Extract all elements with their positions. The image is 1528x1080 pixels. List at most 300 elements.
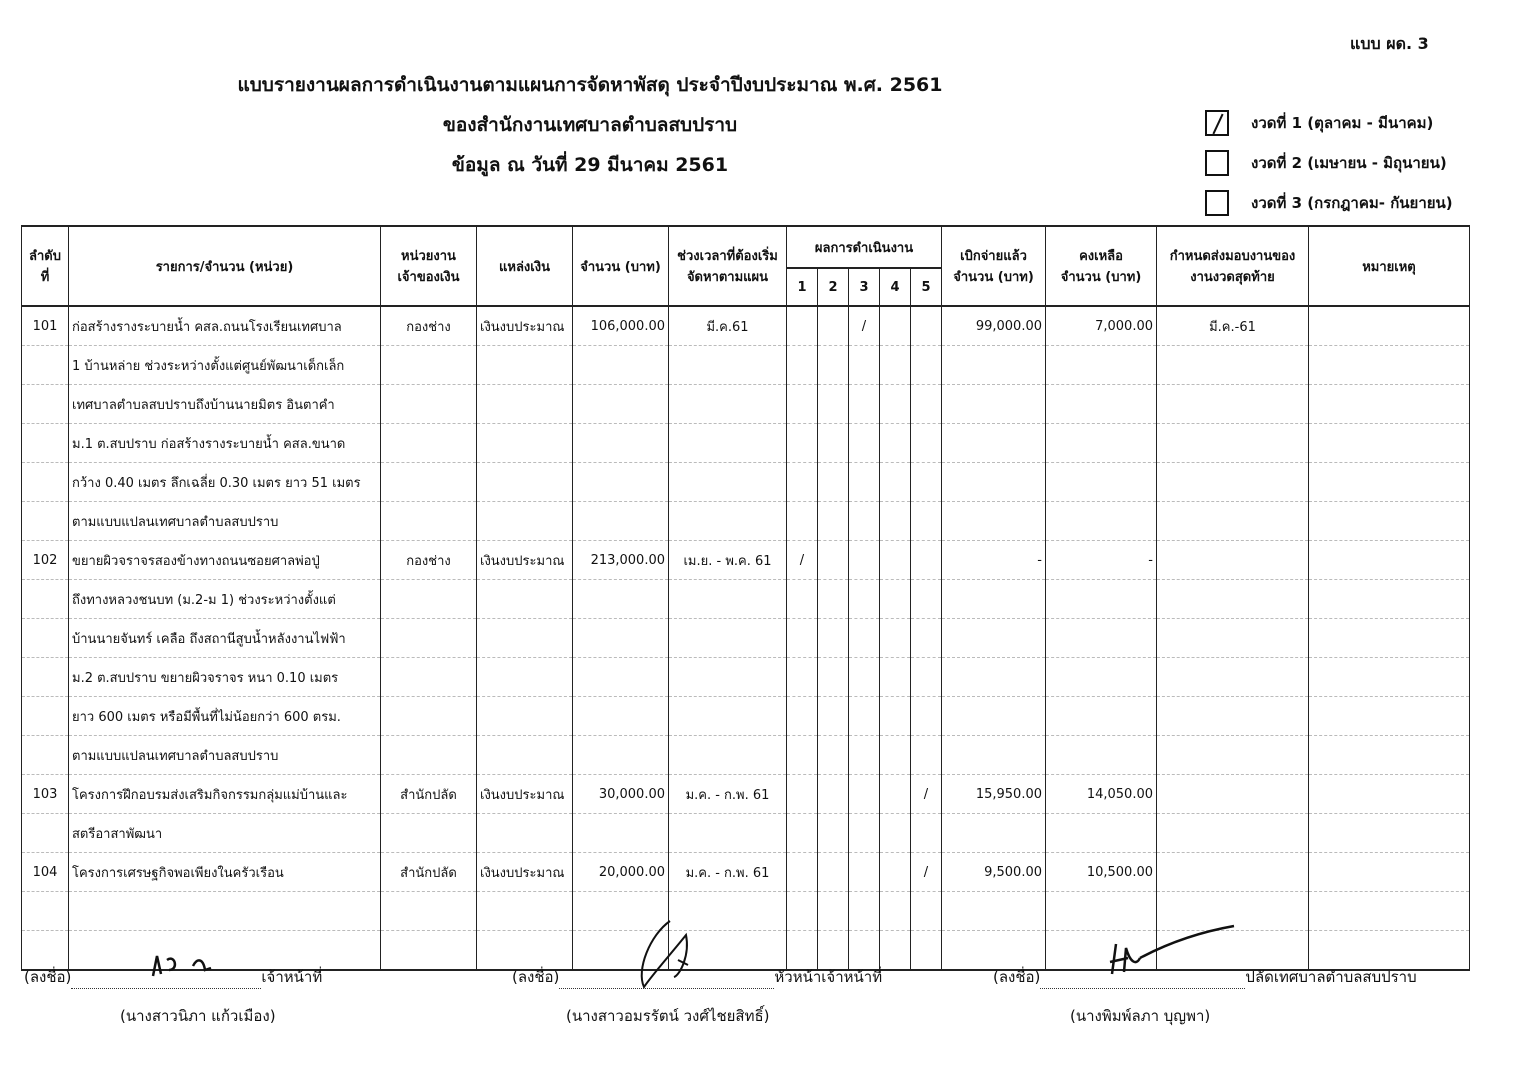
header-result-2: 2: [818, 268, 849, 306]
cell-result-3: [849, 385, 880, 424]
cell-no: [22, 463, 69, 502]
cell-item: [69, 892, 381, 931]
table-row: [22, 385, 1470, 424]
table-row: [22, 580, 1470, 619]
cell-paid: [942, 619, 1046, 658]
cell-result-1: [787, 463, 818, 502]
cell-item: ม.2 ต.สบปราบ ขยายผิวจราจร หนา 0.10 เมตร: [69, 658, 381, 697]
table-row: [22, 619, 1470, 658]
header-result-1: 1: [787, 268, 818, 306]
report-table: [21, 225, 1470, 971]
header-result: ผลการดำเนินงาน: [787, 226, 942, 268]
cell-period: [669, 424, 787, 463]
header-note: หมายเหตุ: [1309, 226, 1470, 306]
header-amount: จำนวน (บาท): [573, 226, 669, 306]
sig-role: หัวหน้าเจ้าหน้าที่: [774, 968, 883, 986]
cell-note: [1309, 463, 1470, 502]
sig-role: เจ้าหน้าที่: [261, 968, 323, 986]
cell-result-3: [849, 697, 880, 736]
handwritten-signature-3: [1100, 922, 1240, 982]
cell-result-2: [818, 619, 849, 658]
cell-owner: [381, 346, 477, 385]
cell-deadline: [1157, 775, 1309, 814]
cell-deadline: [1157, 502, 1309, 541]
cell-note: [1309, 775, 1470, 814]
cell-result-3: [849, 853, 880, 892]
data-date: ข้อมูล ณ วันที่ 29 มีนาคม 2561: [451, 154, 729, 176]
cell-source: เงินงบประมาณ: [477, 306, 573, 346]
cell-result-5: [911, 931, 942, 971]
table-row: [22, 346, 1470, 385]
cell-amount: 106,000.00: [573, 306, 669, 346]
cell-source: เงินงบประมาณ: [477, 775, 573, 814]
header-period: ช่วงเวลาที่ต้องเริ่ม จัดหาตามแผน: [669, 226, 787, 306]
cell-paid: 99,000.00: [942, 306, 1046, 346]
cell-result-1: [787, 346, 818, 385]
cell-paid: 9,500.00: [942, 853, 1046, 892]
cell-result-3: [849, 814, 880, 853]
cell-paid: [942, 658, 1046, 697]
cell-result-1: [787, 424, 818, 463]
cell-no: [22, 658, 69, 697]
header-owner: หน่วยงาน เจ้าของเงิน: [381, 226, 477, 306]
table-row: [22, 736, 1470, 775]
header-result-3: 3: [849, 268, 880, 306]
cell-item: ตามแบบแปลนเทศบาลตำบลสบปราบ: [69, 736, 381, 775]
cell-result-1: [787, 580, 818, 619]
period-1-checkbox[interactable]: [1205, 110, 1229, 136]
cell-item: 1 บ้านหล่าย ช่วงระหว่างตั้งแต่ศูนย์พัฒนาเด็กเล็ก: [69, 346, 381, 385]
signature-head-officer-name: (นางสาวอมรรัตน์ วงศ์ไชยสิทธิ์): [566, 1007, 770, 1025]
header-item: รายการ/จำนวน (หน่วย): [69, 226, 381, 306]
cell-result-2: [818, 892, 849, 931]
cell-no: 101: [22, 306, 69, 346]
cell-result-1: [787, 892, 818, 931]
header-result-5: 5: [911, 268, 942, 306]
cell-result-1: [787, 697, 818, 736]
cell-result-4: [880, 580, 911, 619]
cell-remain: [1046, 697, 1157, 736]
cell-result-2: [818, 580, 849, 619]
cell-paid: [942, 463, 1046, 502]
period-3: [1205, 188, 1453, 218]
cell-result-1: [787, 736, 818, 775]
cell-result-5: [911, 502, 942, 541]
cell-owner: กองช่าง: [381, 541, 477, 580]
table-row: [22, 306, 1470, 346]
table-row: [22, 697, 1470, 736]
cell-no: [22, 424, 69, 463]
result-check-mark: /: [861, 318, 867, 334]
cell-period: [669, 658, 787, 697]
cell-paid: [942, 346, 1046, 385]
form-code: แบบ ผด. 3: [1350, 34, 1429, 53]
cell-result-2: [818, 463, 849, 502]
cell-deadline: [1157, 580, 1309, 619]
cell-source: [477, 697, 573, 736]
cell-owner: สำนักปลัด: [381, 775, 477, 814]
cell-amount: [573, 619, 669, 658]
cell-remain: [1046, 424, 1157, 463]
cell-owner: [381, 463, 477, 502]
cell-item: ขยายผิวจราจรสองข้างทางถนนซอยศาลพ่อปู่: [69, 541, 381, 580]
cell-result-5: [911, 658, 942, 697]
cell-note: [1309, 853, 1470, 892]
cell-result-2: [818, 346, 849, 385]
cell-result-4: [880, 541, 911, 580]
cell-result-2: [818, 658, 849, 697]
cell-remain: [1046, 463, 1157, 502]
cell-amount: [573, 424, 669, 463]
cell-result-4: [880, 931, 911, 971]
cell-amount: [573, 346, 669, 385]
cell-source: [477, 658, 573, 697]
cell-deadline: [1157, 541, 1309, 580]
cell-result-1: [787, 658, 818, 697]
cell-result-4: [880, 697, 911, 736]
cell-remain: [1046, 346, 1157, 385]
cell-period: [669, 385, 787, 424]
cell-item: ม.1 ต.สบปราบ ก่อสร้างรางระบายน้ำ คสล.ขนาด: [69, 424, 381, 463]
cell-result-5: [911, 619, 942, 658]
cell-amount: [573, 736, 669, 775]
cell-result-4: [880, 892, 911, 931]
cell-source: [477, 892, 573, 931]
cell-remain: [1046, 619, 1157, 658]
cell-result-4: [880, 463, 911, 502]
cell-item: โครงการฝึกอบรมส่งเสริมกิจกรรมกลุ่มแม่บ้านและ: [69, 775, 381, 814]
cell-item: โครงการเศรษฐกิจพอเพียงในครัวเรือน: [69, 853, 381, 892]
cell-result-2: [818, 424, 849, 463]
cell-source: [477, 463, 573, 502]
header-remain: คงเหลือ จำนวน (บาท): [1046, 226, 1157, 306]
result-check-mark: /: [923, 786, 929, 802]
cell-result-5: [911, 424, 942, 463]
cell-result-5: [911, 892, 942, 931]
cell-result-5: [911, 346, 942, 385]
cell-result-2: [818, 541, 849, 580]
cell-no: [22, 346, 69, 385]
cell-no: [22, 502, 69, 541]
cell-result-2: [818, 306, 849, 346]
cell-remain: -: [1046, 541, 1157, 580]
cell-owner: [381, 814, 477, 853]
cell-deadline: [1157, 346, 1309, 385]
result-check-mark: /: [923, 864, 929, 880]
cell-result-5: [911, 853, 942, 892]
cell-result-1: [787, 853, 818, 892]
table-row: [22, 814, 1470, 853]
cell-deadline: [1157, 853, 1309, 892]
cell-remain: [1046, 502, 1157, 541]
cell-result-4: [880, 658, 911, 697]
cell-result-1: [787, 814, 818, 853]
cell-period: [669, 502, 787, 541]
cell-result-3: [849, 619, 880, 658]
signature-clerk-name: (นางพิมพ์ลภา บุญพา): [1070, 1007, 1211, 1025]
cell-result-3: [849, 463, 880, 502]
cell-period: [669, 736, 787, 775]
office-name: ของสำนักงานเทศบาลตำบลสบปราบ: [442, 114, 738, 136]
cell-note: [1309, 619, 1470, 658]
cell-item: ยาว 600 เมตร หรือมีพื้นที่ไม่น้อยกว่า 600 ตรม.: [69, 697, 381, 736]
cell-result-1: [787, 385, 818, 424]
cell-owner: [381, 931, 477, 971]
cell-result-3: [849, 736, 880, 775]
table-row: [22, 658, 1470, 697]
cell-period: ม.ค. - ก.พ. 61: [669, 853, 787, 892]
cell-result-1: [787, 775, 818, 814]
result-check-mark: /: [799, 552, 805, 568]
cell-item: บ้านนายจันทร์ เคลือ ถึงสถานีสูบน้ำหลังงานไฟฟ้า: [69, 619, 381, 658]
cell-paid: [942, 814, 1046, 853]
cell-result-3: [849, 424, 880, 463]
period-1-label: งวดที่ 1 (ตุลาคม - มีนาคม): [1251, 114, 1434, 132]
cell-owner: [381, 619, 477, 658]
cell-result-5: [911, 814, 942, 853]
handwritten-signature-1: [145, 948, 225, 984]
cell-result-4: [880, 346, 911, 385]
cell-item: กว้าง 0.40 เมตร ลึกเฉลี่ย 0.30 เมตร ยาว 51 เมตร: [69, 463, 381, 502]
sig-prefix: (ลงชื่อ): [24, 968, 72, 986]
cell-source: [477, 736, 573, 775]
cell-result-4: [880, 619, 911, 658]
sig-prefix: (ลงชื่อ): [993, 968, 1041, 986]
cell-paid: [942, 697, 1046, 736]
header-source: แหล่งเงิน: [477, 226, 573, 306]
cell-deadline: [1157, 463, 1309, 502]
cell-deadline: [1157, 619, 1309, 658]
period-2-checkbox[interactable]: [1205, 150, 1229, 176]
cell-period: [669, 580, 787, 619]
cell-result-2: [818, 697, 849, 736]
cell-owner: กองช่าง: [381, 306, 477, 346]
cell-result-2: [818, 853, 849, 892]
cell-remain: 7,000.00: [1046, 306, 1157, 346]
cell-source: [477, 580, 573, 619]
signature-officer-name: (นางสาวนิภา แก้วเมือง): [120, 1007, 276, 1025]
cell-source: [477, 502, 573, 541]
cell-result-3: [849, 306, 880, 346]
cell-deadline: [1157, 424, 1309, 463]
cell-deadline: [1157, 385, 1309, 424]
cell-period: เม.ย. - พ.ค. 61: [669, 541, 787, 580]
cell-period: ม.ค. - ก.พ. 61: [669, 775, 787, 814]
cell-result-5: [911, 385, 942, 424]
cell-remain: 14,050.00: [1046, 775, 1157, 814]
cell-result-4: [880, 853, 911, 892]
cell-remain: [1046, 736, 1157, 775]
cell-source: [477, 424, 573, 463]
table-row: [22, 892, 1470, 931]
sig-role: ปลัดเทศบาลตำบลสบปราบ: [1245, 968, 1417, 986]
cell-no: 104: [22, 853, 69, 892]
period-2: [1205, 148, 1447, 178]
cell-deadline: [1157, 697, 1309, 736]
cell-paid: [942, 736, 1046, 775]
cell-period: [669, 814, 787, 853]
table-row: [22, 541, 1470, 580]
cell-remain: [1046, 580, 1157, 619]
cell-item: ก่อสร้างรางระบายน้ำ คสล.ถนนโรงเรียนเทศบาล: [69, 306, 381, 346]
cell-result-4: [880, 385, 911, 424]
cell-note: [1309, 892, 1470, 931]
table-row: [22, 775, 1470, 814]
cell-note: [1309, 502, 1470, 541]
cell-result-5: [911, 541, 942, 580]
cell-amount: [573, 580, 669, 619]
header-paid: เบิกจ่ายแล้ว จำนวน (บาท): [942, 226, 1046, 306]
cell-owner: [381, 502, 477, 541]
sig-prefix: (ลงชื่อ): [512, 968, 560, 986]
cell-note: [1309, 424, 1470, 463]
cell-source: [477, 385, 573, 424]
cell-result-4: [880, 502, 911, 541]
period-3-label: งวดที่ 3 (กรกฎาคม- กันยายน): [1251, 194, 1453, 212]
table-row: [22, 502, 1470, 541]
cell-result-5: [911, 775, 942, 814]
cell-result-2: [818, 385, 849, 424]
cell-amount: 30,000.00: [573, 775, 669, 814]
cell-result-1: [787, 541, 818, 580]
cell-remain: [1046, 385, 1157, 424]
cell-deadline: [1157, 736, 1309, 775]
cell-result-4: [880, 424, 911, 463]
cell-owner: [381, 658, 477, 697]
cell-item: เทศบาลตำบลสบปราบถึงบ้านนายมิตร อินตาคำ: [69, 385, 381, 424]
cell-period: [669, 697, 787, 736]
cell-source: [477, 814, 573, 853]
cell-result-1: [787, 502, 818, 541]
cell-no: [22, 385, 69, 424]
cell-no: [22, 892, 69, 931]
cell-owner: [381, 424, 477, 463]
cell-paid: [942, 892, 1046, 931]
cell-note: [1309, 736, 1470, 775]
cell-result-1: [787, 619, 818, 658]
table-row: [22, 424, 1470, 463]
cell-paid: [942, 424, 1046, 463]
cell-result-2: [818, 814, 849, 853]
cell-source: เงินงบประมาณ: [477, 541, 573, 580]
cell-remain: [1046, 814, 1157, 853]
cell-note: [1309, 697, 1470, 736]
cell-amount: [573, 658, 669, 697]
handwritten-signature-2: [630, 915, 700, 995]
cell-owner: [381, 736, 477, 775]
cell-paid: [942, 580, 1046, 619]
period-1: [1205, 108, 1433, 138]
cell-result-5: [911, 697, 942, 736]
cell-source: เงินงบประมาณ: [477, 853, 573, 892]
cell-result-5: [911, 580, 942, 619]
cell-deadline: [1157, 658, 1309, 697]
cell-amount: [573, 385, 669, 424]
cell-result-5: [911, 463, 942, 502]
cell-result-3: [849, 502, 880, 541]
cell-source: [477, 619, 573, 658]
cell-amount: [573, 697, 669, 736]
cell-item: ถึงทางหลวงชนบท (ม.2-ม 1) ช่วงระหว่างตั้งแต่: [69, 580, 381, 619]
cell-no: 103: [22, 775, 69, 814]
cell-item: สตรีอาสาพัฒนา: [69, 814, 381, 853]
cell-result-2: [818, 502, 849, 541]
cell-deadline: [1157, 814, 1309, 853]
cell-owner: สำนักปลัด: [381, 853, 477, 892]
cell-owner: [381, 580, 477, 619]
cell-result-3: [849, 580, 880, 619]
cell-no: [22, 697, 69, 736]
cell-source: [477, 346, 573, 385]
cell-result-4: [880, 775, 911, 814]
cell-result-1: [787, 306, 818, 346]
cell-amount: 20,000.00: [573, 853, 669, 892]
cell-result-5: [911, 736, 942, 775]
cell-result-3: [849, 892, 880, 931]
period-2-label: งวดที่ 2 (เมษายน - มิถุนายน): [1251, 154, 1447, 172]
cell-period: [669, 346, 787, 385]
cell-no: [22, 736, 69, 775]
cell-paid: -: [942, 541, 1046, 580]
cell-result-2: [818, 775, 849, 814]
cell-amount: [573, 502, 669, 541]
cell-note: [1309, 658, 1470, 697]
cell-note: [1309, 580, 1470, 619]
cell-result-4: [880, 736, 911, 775]
cell-remain: [1046, 658, 1157, 697]
cell-paid: [942, 385, 1046, 424]
cell-result-2: [818, 736, 849, 775]
cell-note: [1309, 306, 1470, 346]
table-row: [22, 853, 1470, 892]
cell-no: [22, 580, 69, 619]
cell-result-3: [849, 346, 880, 385]
cell-no: [22, 619, 69, 658]
cell-no: [22, 814, 69, 853]
period-3-checkbox[interactable]: [1205, 190, 1229, 216]
cell-result-3: [849, 658, 880, 697]
cell-owner: [381, 385, 477, 424]
cell-result-5: [911, 306, 942, 346]
cell-owner: [381, 892, 477, 931]
cell-result-4: [880, 814, 911, 853]
cell-remain: 10,500.00: [1046, 853, 1157, 892]
report-title: แบบรายงานผลการดำเนินงานตามแผนการจัดหาพัสดุ ประจำปีงบประมาณ พ.ศ. 2561: [237, 74, 943, 96]
header-result-4: 4: [880, 268, 911, 306]
header-deadline: กำหนดส่งมอบงานของ งานงวดสุดท้าย: [1157, 226, 1309, 306]
cell-result-3: [849, 541, 880, 580]
cell-deadline: มี.ค.-61: [1157, 306, 1309, 346]
cell-result-4: [880, 306, 911, 346]
cell-item: ตามแบบแปลนเทศบาลตำบลสบปราบ: [69, 502, 381, 541]
cell-note: [1309, 346, 1470, 385]
cell-period: มี.ค.61: [669, 306, 787, 346]
cell-period: [669, 463, 787, 502]
cell-paid: [942, 502, 1046, 541]
cell-paid: 15,950.00: [942, 775, 1046, 814]
cell-amount: [573, 463, 669, 502]
cell-owner: [381, 697, 477, 736]
cell-note: [1309, 814, 1470, 853]
cell-no: 102: [22, 541, 69, 580]
table-row: [22, 463, 1470, 502]
cell-note: [1309, 385, 1470, 424]
cell-amount: 213,000.00: [573, 541, 669, 580]
cell-note: [1309, 541, 1470, 580]
cell-amount: [573, 814, 669, 853]
cell-result-3: [849, 775, 880, 814]
cell-period: [669, 619, 787, 658]
